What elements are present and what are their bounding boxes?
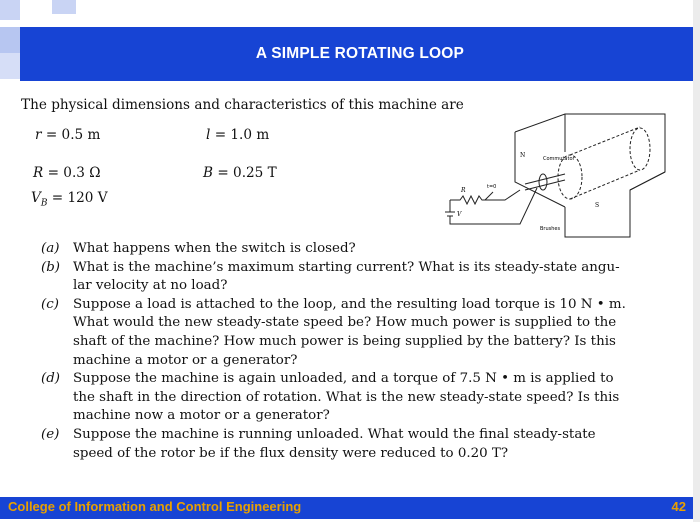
param-VB: $V_B = 120$ V [31,190,108,209]
south-pole-label: S [595,202,600,209]
brushes-label: Brushes [540,226,561,232]
resistor-label: R [461,187,466,194]
question-list [41,240,641,463]
param-B: B = 0.25 T [203,165,277,181]
param-R: R = 0.3 Ω [33,165,101,181]
vb-label: V [457,211,462,218]
slide-edge [693,0,700,522]
param-l: l = 1.0 m [206,127,270,143]
page-number: 42 [671,499,686,514]
question-c: (c) Suppose a load is attached to the loop, and the resulting load torque is 10 N • m. What would the new steady-state speed be? How much power is supplied to the shaft of the machine? How much power is being supplied by the battery? Is this machine a motor or a generator? [41,296,626,368]
north-pole-label: N [520,152,526,159]
shaft [525,174,565,190]
question-d: (d) Suppose the machine is again unloaded, and a torque of 7.5 N • m is applied to the shaft in the direction of rotation. What is the new steady-state speed? Is this machine now a motor or a generator? [41,371,620,424]
decorative-square [0,0,20,20]
switch [485,192,493,200]
decorative-square [0,53,20,79]
commutator-label: Commutator [543,156,575,162]
rotor-far-end [630,128,650,170]
footer-institution: College of Information and Control Engineering [8,499,302,514]
switch-label: t=0 [487,184,497,190]
commutator [539,174,547,190]
intro-text: The physical dimensions and characteristics of this machine are [21,97,464,113]
question-b: (b) What is the machine’s maximum starting current? What is its steady-state angu- lar velocity at no load? [41,259,620,294]
question-e: (e) Suppose the machine is running unloaded. What would the final steady-state speed of the rotor be if the flux density were reduced to 0.20 T? [41,426,596,461]
pole-piece-side [515,132,565,207]
pole-edge-2 [630,172,665,190]
rotating-loop-figure [425,112,670,245]
decorative-square [52,0,76,14]
decorative-square [0,27,20,53]
param-r: r = 0.5 m [35,127,101,143]
question-a: (a) What happens when the switch is closed? [41,241,356,256]
slide-title: A SIMPLE ROTATING LOOP [255,45,465,62]
pole-piece-outline [515,114,665,237]
